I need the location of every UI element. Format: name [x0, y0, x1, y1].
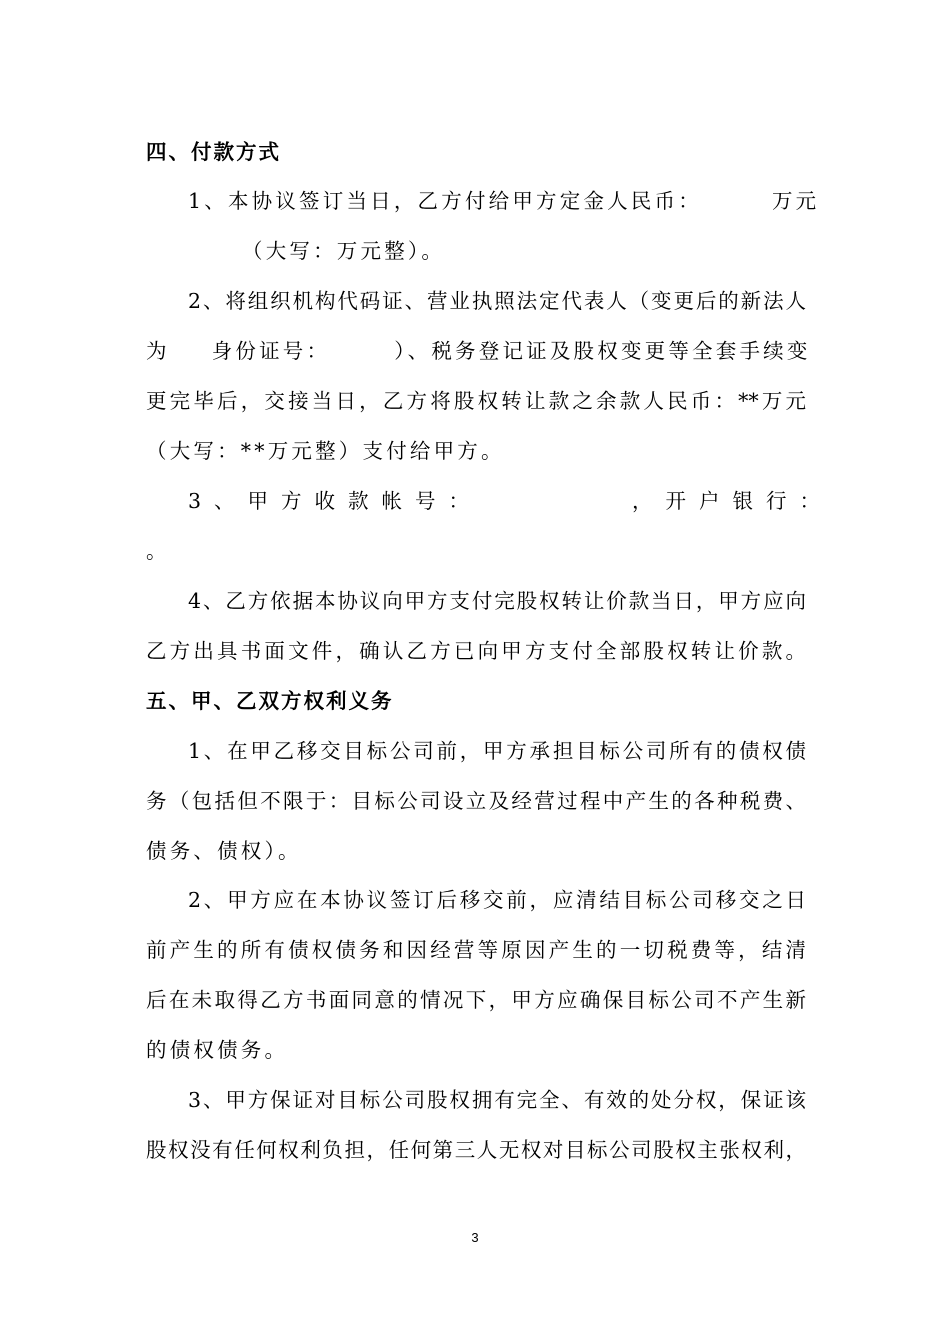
- section4-item1-part1: 1、本协议签订当日，乙方付给甲方定金人民币：: [188, 189, 702, 213]
- section5-item2-line1: 2、甲方应在本协议签订后移交前，应清结目标公司移交之日: [188, 888, 806, 912]
- section4-item4-line2: 乙方出具书面文件，确认乙方已向甲方支付全部股权转让价款。: [146, 639, 806, 663]
- section4-item2-line3: 更完毕后，交接当日，乙方将股权转让款之余款人民币：**万元: [146, 389, 806, 413]
- section5-item1-line3: 债务、债权）。: [146, 839, 302, 863]
- section4-item2-line4: （大写：**万元整）支付给甲方。: [146, 439, 505, 463]
- section4-item2-line1: 2、将组织机构代码证、营业执照法定代表人（变更后的新法人: [188, 289, 806, 313]
- section4-item3-part1: 3、甲方收款帐号：: [188, 489, 483, 513]
- section5-item2-line2: 前产生的所有债权债务和因经营等原因产生的一切税费等，结清: [146, 938, 806, 962]
- section4-item1-line1: [188, 186, 820, 216]
- section5-item3-line1: 3、甲方保证对目标公司股权拥有完全、有效的处分权，保证该: [188, 1088, 806, 1112]
- section5-item2-line4: 的债权债务。: [146, 1038, 289, 1062]
- section5-item3-line2: 股权没有任何权利负担，任何第三人无权对目标公司股权主张权利，: [146, 1138, 806, 1162]
- section4-item4-line1: 4、乙方依据本协议向甲方支付完股权转让价款当日，甲方应向: [188, 589, 806, 613]
- section5-item1-line2: 务（包括但不限于：目标公司设立及经营过程中产生的各种税费、: [146, 789, 806, 813]
- section4-item3-part2: ，开户银行：: [632, 489, 834, 513]
- section4-item2-line2-c: ）、税务登记证及股权变更等全套手续变: [394, 339, 811, 363]
- page-number: 3: [471, 1230, 479, 1245]
- section4-item3-line2: 。: [146, 539, 170, 563]
- section4-item2-line2: [146, 336, 811, 366]
- section4-item2-line2-b: 身份证号：: [211, 339, 331, 363]
- section5-item2-line3: 后在未取得乙方书面同意的情况下，甲方应确保目标公司不产生新: [146, 988, 806, 1012]
- section4-item1-line2: （大写：万元整）。: [242, 239, 446, 263]
- section5-item1-line1: 1、在甲乙移交目标公司前，甲方承担目标公司所有的债权债: [188, 739, 806, 763]
- section4-item1-part2: 万元: [771, 189, 820, 213]
- section5-heading: 五、甲、乙双方权利义务: [146, 689, 394, 713]
- section4-item2-line2-a: 为: [146, 339, 170, 363]
- section4-heading: 四、付款方式: [146, 140, 281, 164]
- section4-item3-line1: [188, 486, 834, 516]
